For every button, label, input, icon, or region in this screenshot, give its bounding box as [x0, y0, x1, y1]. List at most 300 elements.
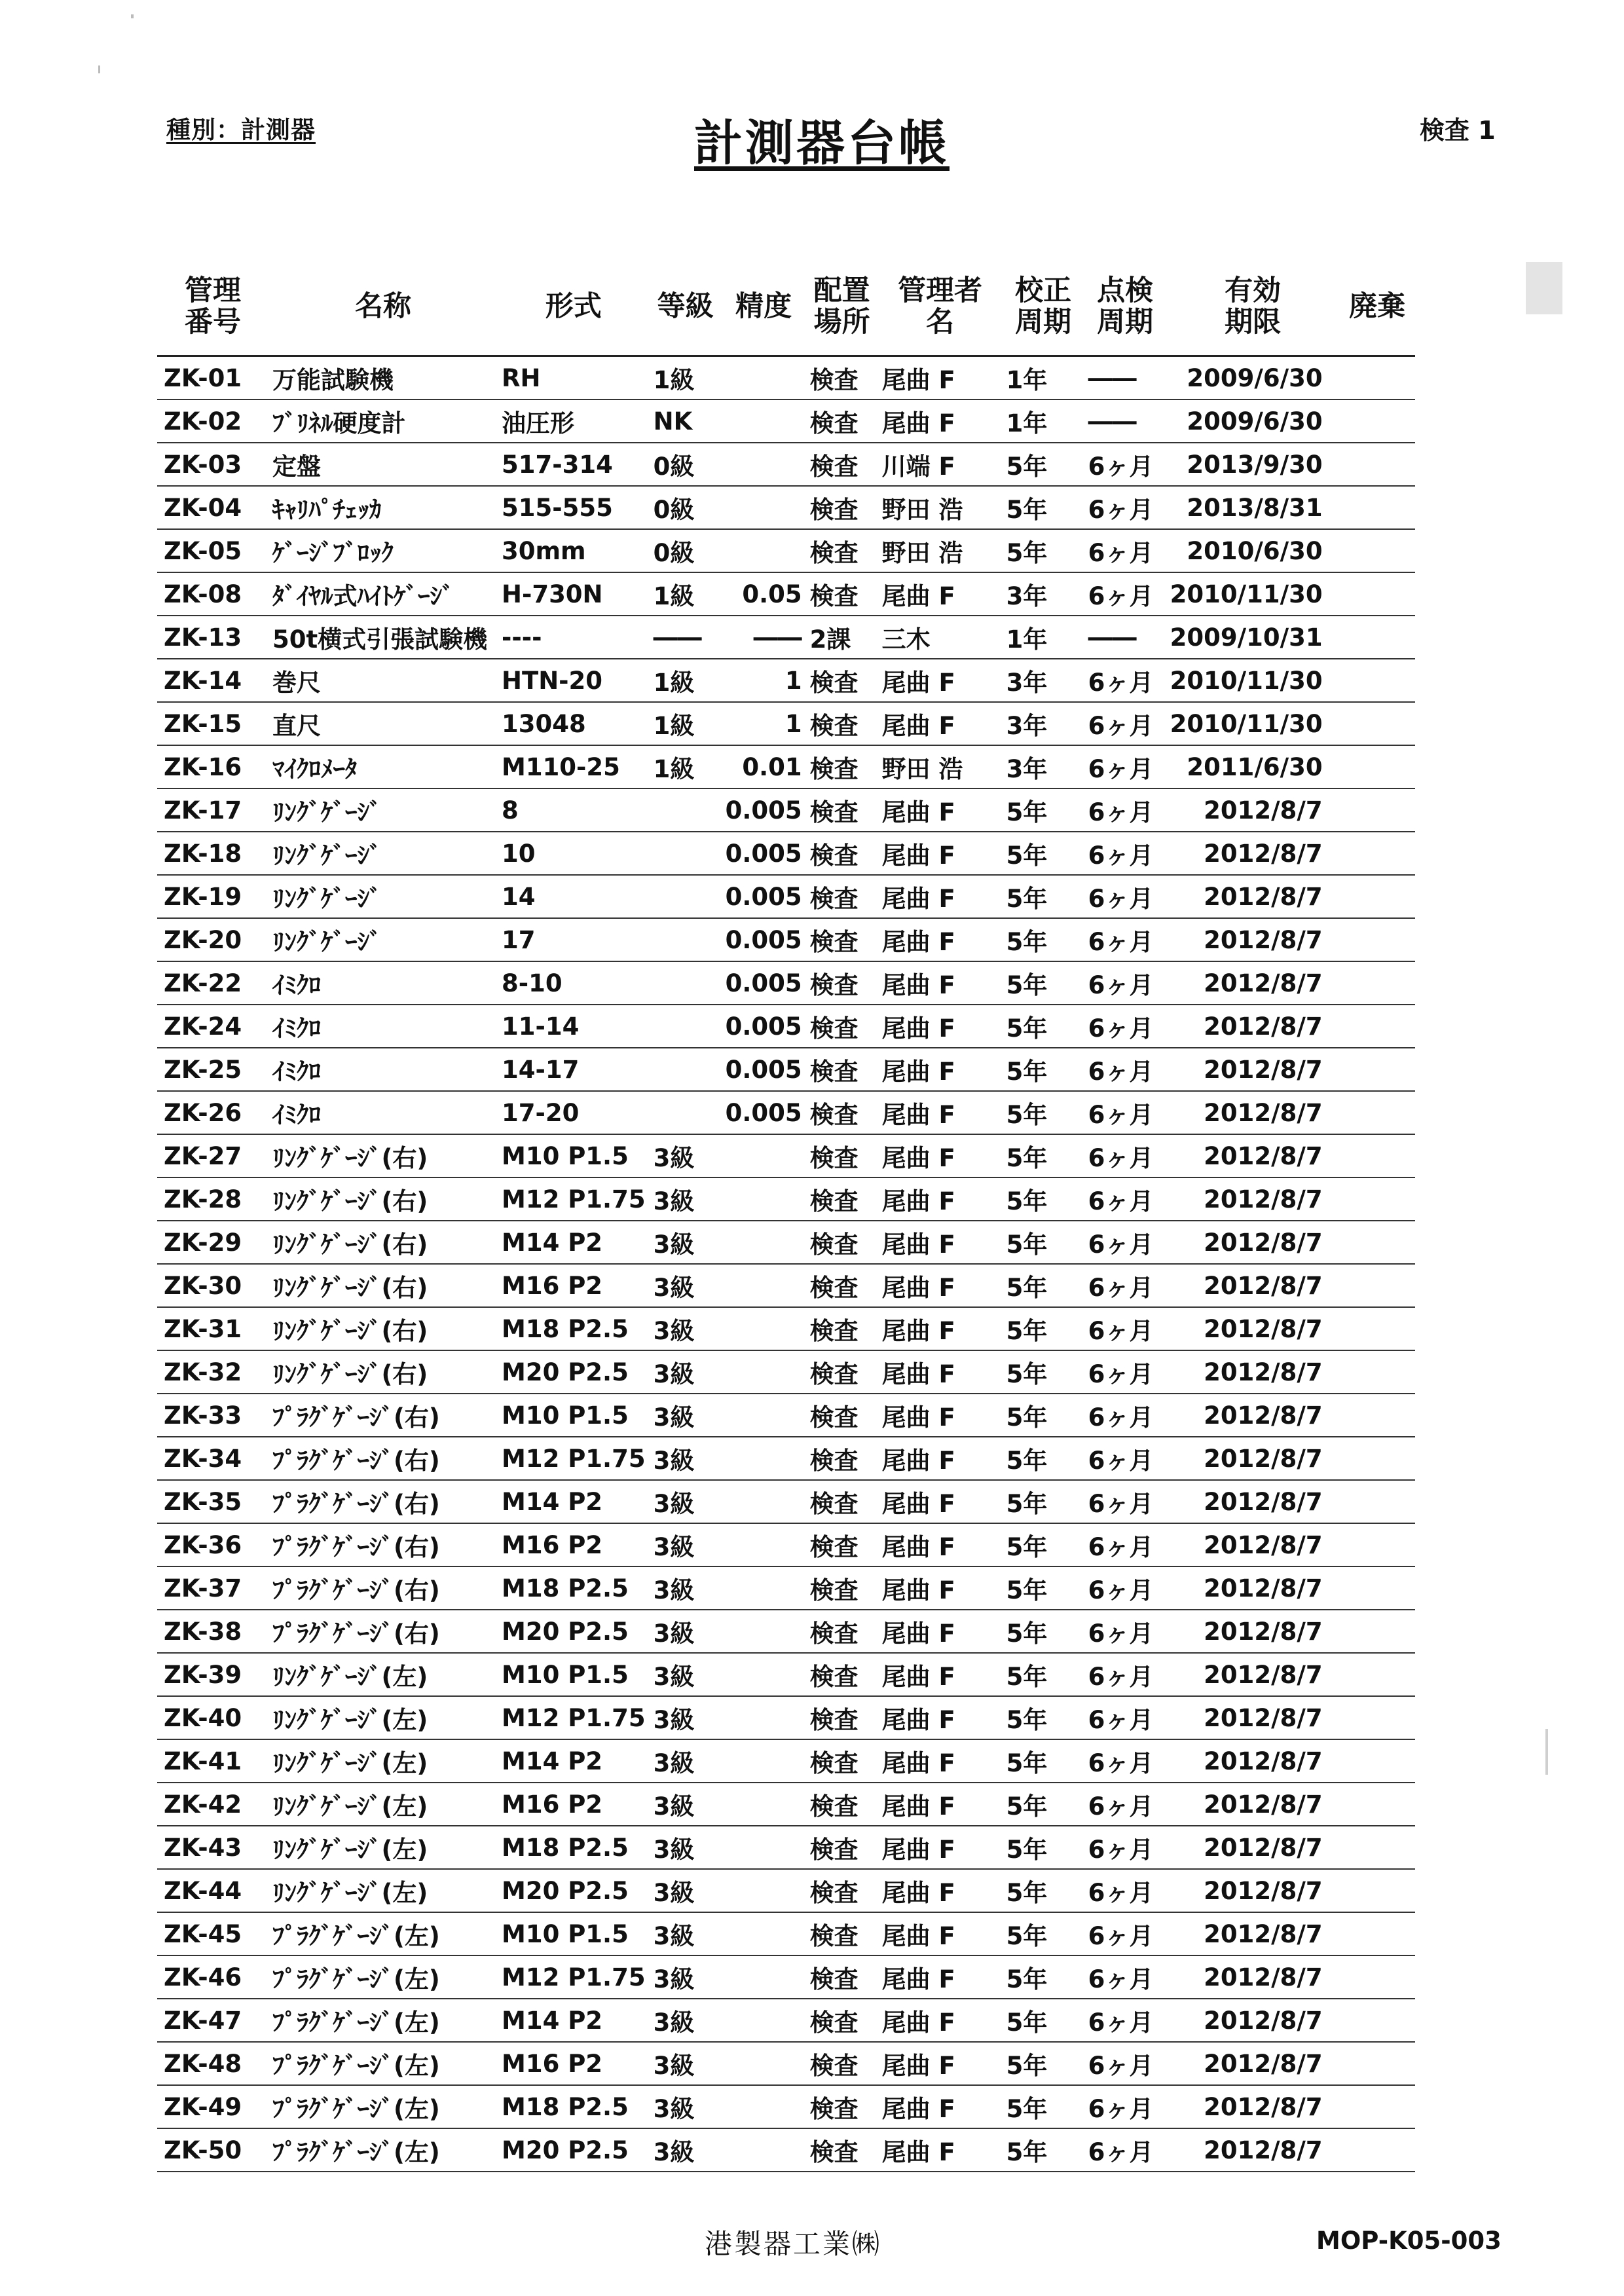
cell-precision — [722, 1653, 806, 1696]
cell-name: ﾘﾝｸﾞｹﾞｰｼﾞ(左) — [268, 1783, 498, 1826]
cell-calibration-cycle: 5年 — [1003, 443, 1084, 486]
cell-model: 17 — [498, 918, 650, 961]
cell-calibration-cycle: 5年 — [1003, 918, 1084, 961]
cell-model: M14 P2 — [498, 1999, 650, 2042]
cell-grade: 3級 — [650, 2085, 722, 2128]
cell-disposal — [1340, 875, 1415, 918]
cell-model: 515-555 — [498, 486, 650, 529]
cell-location: 2課 — [806, 616, 878, 659]
cell-disposal — [1340, 486, 1415, 529]
cell-manager: 尾曲 F — [878, 1437, 1003, 1480]
cell-grade: 3級 — [650, 1394, 722, 1437]
cell-grade: 3級 — [650, 1480, 722, 1523]
cell-id: ZK-36 — [157, 1523, 268, 1566]
cell-manager: 尾曲 F — [878, 1307, 1003, 1350]
cell-name: ﾘﾝｸﾞｹﾞｰｼﾞ — [268, 788, 498, 832]
column-header-line: 名称 — [355, 289, 411, 323]
table-row — [157, 1739, 1415, 1783]
cell-location: 検査 — [806, 399, 878, 443]
table-row — [157, 2128, 1415, 2172]
cell-expiry: 2012/8/7 — [1166, 2042, 1340, 2085]
cell-model: M10 P1.5 — [498, 1134, 650, 1177]
cell-id: ZK-50 — [157, 2128, 268, 2172]
cell-precision — [722, 2085, 806, 2128]
cell-model: M18 P2.5 — [498, 1566, 650, 1610]
cell-location: 検査 — [806, 745, 878, 788]
page-label: 検査 1 — [1420, 116, 1496, 145]
cell-calibration-cycle: 1年 — [1003, 616, 1084, 659]
cell-model: M12 P1.75 — [498, 1177, 650, 1221]
cell-manager: 尾曲 F — [878, 1134, 1003, 1177]
cell-calibration-cycle: 5年 — [1003, 1955, 1084, 1999]
table-row — [157, 1826, 1415, 1869]
cell-disposal — [1340, 1394, 1415, 1437]
cell-inspection-cycle: 6ヶ月 — [1084, 1566, 1166, 1610]
column-header-line: 精度 — [735, 289, 792, 323]
table-row — [157, 1869, 1415, 1912]
cell-expiry: 2012/8/7 — [1166, 1566, 1340, 1610]
cell-id: ZK-37 — [157, 1566, 268, 1610]
table-row — [157, 399, 1415, 443]
table-row — [157, 1610, 1415, 1653]
column-header-line: 点検 — [1097, 274, 1154, 307]
cell-expiry: 2012/8/7 — [1166, 1653, 1340, 1696]
cell-disposal — [1340, 1696, 1415, 1739]
cell-id: ZK-42 — [157, 1783, 268, 1826]
cell-location: 検査 — [806, 659, 878, 702]
cell-inspection-cycle: 6ヶ月 — [1084, 1955, 1166, 1999]
cell-name: ﾌﾟﾗｸﾞｹﾞｰｼﾞ(左) — [268, 1955, 498, 1999]
cell-manager: 川端 F — [878, 443, 1003, 486]
cell-location: 検査 — [806, 1566, 878, 1610]
table-row — [157, 1566, 1415, 1610]
cell-location: 検査 — [806, 1869, 878, 1912]
cell-disposal — [1340, 659, 1415, 702]
cell-id: ZK-35 — [157, 1480, 268, 1523]
column-header-line: 廃棄 — [1349, 289, 1406, 323]
cell-location: 検査 — [806, 875, 878, 918]
cell-grade — [650, 918, 722, 961]
cell-name: 巻尺 — [268, 659, 498, 702]
cell-precision — [722, 1783, 806, 1826]
cell-inspection-cycle: ―― — [1084, 616, 1166, 659]
cell-calibration-cycle: 5年 — [1003, 1091, 1084, 1134]
cell-manager: 尾曲 F — [878, 1912, 1003, 1955]
cell-id: ZK-08 — [157, 572, 268, 616]
cell-id: ZK-03 — [157, 443, 268, 486]
cell-calibration-cycle: 5年 — [1003, 1480, 1084, 1523]
cell-model: 10 — [498, 832, 650, 875]
cell-manager: 尾曲 F — [878, 2042, 1003, 2085]
cell-name: ﾌﾟﾗｸﾞｹﾞｰｼﾞ(左) — [268, 2042, 498, 2085]
cell-id: ZK-43 — [157, 1826, 268, 1869]
cell-expiry: 2010/6/30 — [1166, 529, 1340, 572]
cell-manager: 尾曲 F — [878, 659, 1003, 702]
cell-grade: 3級 — [650, 1264, 722, 1307]
cell-manager: 尾曲 F — [878, 1566, 1003, 1610]
cell-inspection-cycle: 6ヶ月 — [1084, 1221, 1166, 1264]
cell-precision — [722, 1869, 806, 1912]
column-header-disposal — [1340, 258, 1415, 356]
cell-model: M10 P1.5 — [498, 1394, 650, 1437]
column-header-location — [806, 258, 878, 356]
cell-inspection-cycle: ―― — [1084, 356, 1166, 400]
table-row — [157, 702, 1415, 745]
cell-id: ZK-20 — [157, 918, 268, 961]
cell-model: M18 P2.5 — [498, 2085, 650, 2128]
cell-model: 13048 — [498, 702, 650, 745]
cell-id: ZK-05 — [157, 529, 268, 572]
cell-inspection-cycle: 6ヶ月 — [1084, 1177, 1166, 1221]
cell-manager: 尾曲 F — [878, 1999, 1003, 2042]
table-row — [157, 961, 1415, 1005]
cell-model: M14 P2 — [498, 1739, 650, 1783]
cell-location: 検査 — [806, 1048, 878, 1091]
cell-disposal — [1340, 1307, 1415, 1350]
cell-grade — [650, 1048, 722, 1091]
cell-expiry: 2012/8/7 — [1166, 1999, 1340, 2042]
cell-calibration-cycle: 5年 — [1003, 961, 1084, 1005]
cell-name: ﾘﾝｸﾞｹﾞｰｼﾞ(左) — [268, 1826, 498, 1869]
table-row — [157, 745, 1415, 788]
cell-expiry: 2012/8/7 — [1166, 788, 1340, 832]
cell-precision — [722, 443, 806, 486]
cell-disposal — [1340, 1264, 1415, 1307]
cell-precision — [722, 1437, 806, 1480]
cell-name: ﾘﾝｸﾞｹﾞｰｼﾞ(右) — [268, 1134, 498, 1177]
cell-manager: 三木 — [878, 616, 1003, 659]
cell-manager: 尾曲 F — [878, 1091, 1003, 1134]
cell-model: M20 P2.5 — [498, 2128, 650, 2172]
cell-manager: 野田 浩 — [878, 486, 1003, 529]
cell-expiry: 2012/8/7 — [1166, 832, 1340, 875]
cell-name: ﾌﾟﾗｸﾞｹﾞｰｼﾞ(右) — [268, 1480, 498, 1523]
cell-id: ZK-17 — [157, 788, 268, 832]
cell-expiry: 2010/11/30 — [1166, 572, 1340, 616]
cell-name: ﾌﾟﾗｸﾞｹﾞｰｼﾞ(右) — [268, 1437, 498, 1480]
cell-precision — [722, 399, 806, 443]
cell-precision — [722, 1566, 806, 1610]
column-header-calibration-cycle — [1003, 258, 1084, 356]
cell-disposal — [1340, 1610, 1415, 1653]
cell-location: 検査 — [806, 702, 878, 745]
cell-manager: 尾曲 F — [878, 1783, 1003, 1826]
table-row — [157, 832, 1415, 875]
cell-grade — [650, 1091, 722, 1134]
cell-manager: 尾曲 F — [878, 961, 1003, 1005]
cell-location: 検査 — [806, 443, 878, 486]
cell-location: 検査 — [806, 918, 878, 961]
cell-calibration-cycle: 5年 — [1003, 875, 1084, 918]
cell-disposal — [1340, 2128, 1415, 2172]
cell-inspection-cycle: 6ヶ月 — [1084, 2128, 1166, 2172]
cell-precision: 0.005 — [722, 788, 806, 832]
cell-manager: 尾曲 F — [878, 1048, 1003, 1091]
cell-location: 検査 — [806, 1134, 878, 1177]
cell-id: ZK-27 — [157, 1134, 268, 1177]
cell-location: 検査 — [806, 961, 878, 1005]
cell-location: 検査 — [806, 1350, 878, 1394]
cell-precision — [722, 1912, 806, 1955]
cell-manager: 尾曲 F — [878, 356, 1003, 400]
cell-name: ﾘﾝｸﾞｹﾞｰｼﾞ — [268, 875, 498, 918]
cell-expiry: 2012/8/7 — [1166, 1739, 1340, 1783]
cell-disposal — [1340, 1653, 1415, 1696]
cell-grade: 0級 — [650, 443, 722, 486]
cell-disposal — [1340, 1999, 1415, 2042]
cell-precision — [722, 529, 806, 572]
cell-id: ZK-41 — [157, 1739, 268, 1783]
cell-location: 検査 — [806, 832, 878, 875]
cell-id: ZK-46 — [157, 1955, 268, 1999]
cell-calibration-cycle: 5年 — [1003, 1610, 1084, 1653]
cell-disposal — [1340, 1221, 1415, 1264]
cell-name: ﾘﾝｸﾞｹﾞｰｼﾞ(左) — [268, 1869, 498, 1912]
cell-grade: 1級 — [650, 745, 722, 788]
cell-model: ---- — [498, 616, 650, 659]
cell-id: ZK-18 — [157, 832, 268, 875]
cell-inspection-cycle: 6ヶ月 — [1084, 832, 1166, 875]
table-row — [157, 1091, 1415, 1134]
cell-model: M20 P2.5 — [498, 1610, 650, 1653]
cell-precision — [722, 1999, 806, 2042]
cell-calibration-cycle: 5年 — [1003, 1307, 1084, 1350]
cell-id: ZK-39 — [157, 1653, 268, 1696]
cell-disposal — [1340, 702, 1415, 745]
cell-calibration-cycle: 5年 — [1003, 1005, 1084, 1048]
cell-grade: 1級 — [650, 702, 722, 745]
cell-model: M20 P2.5 — [498, 1350, 650, 1394]
table-row — [157, 1999, 1415, 2042]
cell-grade — [650, 788, 722, 832]
cell-calibration-cycle: 5年 — [1003, 529, 1084, 572]
column-header-line: 有効 — [1225, 274, 1282, 307]
cell-expiry: 2012/8/7 — [1166, 961, 1340, 1005]
column-header-grade — [650, 258, 722, 356]
cell-disposal — [1340, 1091, 1415, 1134]
cell-expiry: 2012/8/7 — [1166, 1264, 1340, 1307]
cell-id: ZK-22 — [157, 961, 268, 1005]
table-row — [157, 1480, 1415, 1523]
cell-grade — [650, 832, 722, 875]
cell-disposal — [1340, 961, 1415, 1005]
cell-id: ZK-44 — [157, 1869, 268, 1912]
cell-id: ZK-19 — [157, 875, 268, 918]
cell-expiry: 2012/8/7 — [1166, 1221, 1340, 1264]
cell-name: ｷｬﾘﾊﾟﾁｪｯｶ — [268, 486, 498, 529]
cell-grade: 3級 — [650, 1307, 722, 1350]
cell-grade: 3級 — [650, 1869, 722, 1912]
cell-inspection-cycle: 6ヶ月 — [1084, 1696, 1166, 1739]
cell-disposal — [1340, 1523, 1415, 1566]
cell-id: ZK-14 — [157, 659, 268, 702]
cell-disposal — [1340, 1912, 1415, 1955]
cell-grade: 3級 — [650, 1653, 722, 1696]
cell-model: M14 P2 — [498, 1221, 650, 1264]
cell-model: HTN-20 — [498, 659, 650, 702]
cell-location: 検査 — [806, 1696, 878, 1739]
table-row — [157, 572, 1415, 616]
cell-manager: 尾曲 F — [878, 1869, 1003, 1912]
cell-expiry: 2012/8/7 — [1166, 875, 1340, 918]
cell-disposal — [1340, 2042, 1415, 2085]
cell-expiry: 2012/8/7 — [1166, 1394, 1340, 1437]
cell-id: ZK-04 — [157, 486, 268, 529]
cell-expiry: 2012/8/7 — [1166, 1826, 1340, 1869]
cell-expiry: 2012/8/7 — [1166, 918, 1340, 961]
cell-precision: 0.01 — [722, 745, 806, 788]
cell-precision — [722, 1134, 806, 1177]
cell-calibration-cycle: 5年 — [1003, 1394, 1084, 1437]
cell-disposal — [1340, 1048, 1415, 1091]
cell-inspection-cycle: 6ヶ月 — [1084, 1134, 1166, 1177]
cell-grade: 1級 — [650, 572, 722, 616]
cell-location: 検査 — [806, 1610, 878, 1653]
column-header-line: 管理 — [185, 274, 241, 307]
cell-expiry: 2009/6/30 — [1166, 399, 1340, 443]
cell-inspection-cycle: 6ヶ月 — [1084, 1005, 1166, 1048]
cell-disposal — [1340, 1177, 1415, 1221]
cell-manager: 尾曲 F — [878, 1523, 1003, 1566]
cell-location: 検査 — [806, 1826, 878, 1869]
cell-inspection-cycle: 6ヶ月 — [1084, 1048, 1166, 1091]
cell-location: 検査 — [806, 1653, 878, 1696]
cell-name: 定盤 — [268, 443, 498, 486]
cell-name: ﾌﾟﾗｸﾞｹﾞｰｼﾞ(右) — [268, 1523, 498, 1566]
column-header-manager — [878, 258, 1003, 356]
cell-precision — [722, 1739, 806, 1783]
cell-model: 11-14 — [498, 1005, 650, 1048]
cell-precision: 0.005 — [722, 1091, 806, 1134]
cell-name: 50t横式引張試験機 — [268, 616, 498, 659]
table-row — [157, 1307, 1415, 1350]
cell-inspection-cycle: 6ヶ月 — [1084, 1653, 1166, 1696]
cell-id: ZK-24 — [157, 1005, 268, 1048]
cell-precision: 0.005 — [722, 1005, 806, 1048]
cell-id: ZK-29 — [157, 1221, 268, 1264]
cell-calibration-cycle: 5年 — [1003, 486, 1084, 529]
table-row — [157, 1005, 1415, 1048]
cell-inspection-cycle: 6ヶ月 — [1084, 961, 1166, 1005]
cell-precision — [722, 1955, 806, 1999]
cell-grade: 1級 — [650, 659, 722, 702]
cell-id: ZK-48 — [157, 2042, 268, 2085]
cell-expiry: 2009/10/31 — [1166, 616, 1340, 659]
cell-inspection-cycle: 6ヶ月 — [1084, 1437, 1166, 1480]
cell-model: 8-10 — [498, 961, 650, 1005]
cell-name: ｲﾐｸﾛ — [268, 1048, 498, 1091]
cell-precision — [722, 1350, 806, 1394]
cell-expiry: 2012/8/7 — [1166, 2085, 1340, 2128]
table-row — [157, 1783, 1415, 1826]
cell-calibration-cycle: 1年 — [1003, 356, 1084, 400]
table-row — [157, 1048, 1415, 1091]
cell-disposal — [1340, 1869, 1415, 1912]
cell-grade: 3級 — [650, 1221, 722, 1264]
column-header-line: 配置 — [813, 274, 870, 307]
column-header-precision — [722, 258, 806, 356]
cell-name: ﾘﾝｸﾞｹﾞｰｼﾞ(右) — [268, 1177, 498, 1221]
cell-disposal — [1340, 1437, 1415, 1480]
cell-name: ﾌﾟﾗｸﾞｹﾞｰｼﾞ(右) — [268, 1394, 498, 1437]
cell-name: ﾘﾝｸﾞｹﾞｰｼﾞ — [268, 918, 498, 961]
cell-model: 517-314 — [498, 443, 650, 486]
column-header-expiry — [1166, 258, 1340, 356]
cell-grade: 3級 — [650, 1134, 722, 1177]
cell-location: 検査 — [806, 1394, 878, 1437]
cell-inspection-cycle: 6ヶ月 — [1084, 875, 1166, 918]
cell-model: M110-25 — [498, 745, 650, 788]
cell-calibration-cycle: 5年 — [1003, 1048, 1084, 1091]
cell-precision: 0.005 — [722, 832, 806, 875]
cell-name: ｲﾐｸﾛ — [268, 1091, 498, 1134]
cell-model: M12 P1.75 — [498, 1696, 650, 1739]
cell-disposal — [1340, 529, 1415, 572]
cell-expiry: 2012/8/7 — [1166, 1350, 1340, 1394]
column-header-line: 周期 — [1015, 306, 1072, 339]
cell-name: ﾌﾟﾗｸﾞｹﾞｰｼﾞ(左) — [268, 1912, 498, 1955]
cell-location: 検査 — [806, 1739, 878, 1783]
cell-grade — [650, 875, 722, 918]
column-header-line: 形式 — [545, 289, 602, 323]
cell-name: ﾘﾝｸﾞｹﾞｰｼﾞ(左) — [268, 1696, 498, 1739]
cell-expiry: 2009/6/30 — [1166, 356, 1340, 400]
cell-manager: 尾曲 F — [878, 1653, 1003, 1696]
cell-grade: 3級 — [650, 1523, 722, 1566]
column-header-name — [268, 258, 498, 356]
cell-id: ZK-01 — [157, 356, 268, 400]
cell-location: 検査 — [806, 1523, 878, 1566]
cell-name: ﾌﾟﾗｸﾞｹﾞｰｼﾞ(左) — [268, 1999, 498, 2042]
column-header-inspection-cycle — [1084, 258, 1166, 356]
cell-model: 8 — [498, 788, 650, 832]
cell-manager: 尾曲 F — [878, 1005, 1003, 1048]
cell-calibration-cycle: 5年 — [1003, 1653, 1084, 1696]
cell-expiry: 2012/8/7 — [1166, 1437, 1340, 1480]
cell-model: M16 P2 — [498, 2042, 650, 2085]
cell-model: M10 P1.5 — [498, 1912, 650, 1955]
cell-model: M18 P2.5 — [498, 1307, 650, 1350]
cell-precision — [722, 1394, 806, 1437]
cell-location: 検査 — [806, 1005, 878, 1048]
cell-model: RH — [498, 356, 650, 400]
cell-inspection-cycle: 6ヶ月 — [1084, 702, 1166, 745]
cell-disposal — [1340, 1739, 1415, 1783]
cell-calibration-cycle: 1年 — [1003, 399, 1084, 443]
cell-precision — [722, 1523, 806, 1566]
table-row — [157, 1653, 1415, 1696]
cell-grade — [650, 1005, 722, 1048]
cell-model: 油圧形 — [498, 399, 650, 443]
cell-location: 検査 — [806, 1264, 878, 1307]
cell-calibration-cycle: 3年 — [1003, 572, 1084, 616]
cell-precision — [722, 2042, 806, 2085]
cell-location: 検査 — [806, 1955, 878, 1999]
cell-inspection-cycle: 6ヶ月 — [1084, 745, 1166, 788]
cell-disposal — [1340, 1480, 1415, 1523]
cell-calibration-cycle: 5年 — [1003, 2042, 1084, 2085]
cell-location: 検査 — [806, 1091, 878, 1134]
column-header-line: 名 — [926, 306, 955, 339]
cell-name: ﾏｲｸﾛﾒｰﾀ — [268, 745, 498, 788]
cell-inspection-cycle: 6ヶ月 — [1084, 1912, 1166, 1955]
table-row — [157, 918, 1415, 961]
cell-disposal — [1340, 356, 1415, 400]
cell-disposal — [1340, 1005, 1415, 1048]
column-header-line: 番号 — [185, 306, 241, 339]
cell-id: ZK-40 — [157, 1696, 268, 1739]
column-header-line: 周期 — [1097, 306, 1154, 339]
